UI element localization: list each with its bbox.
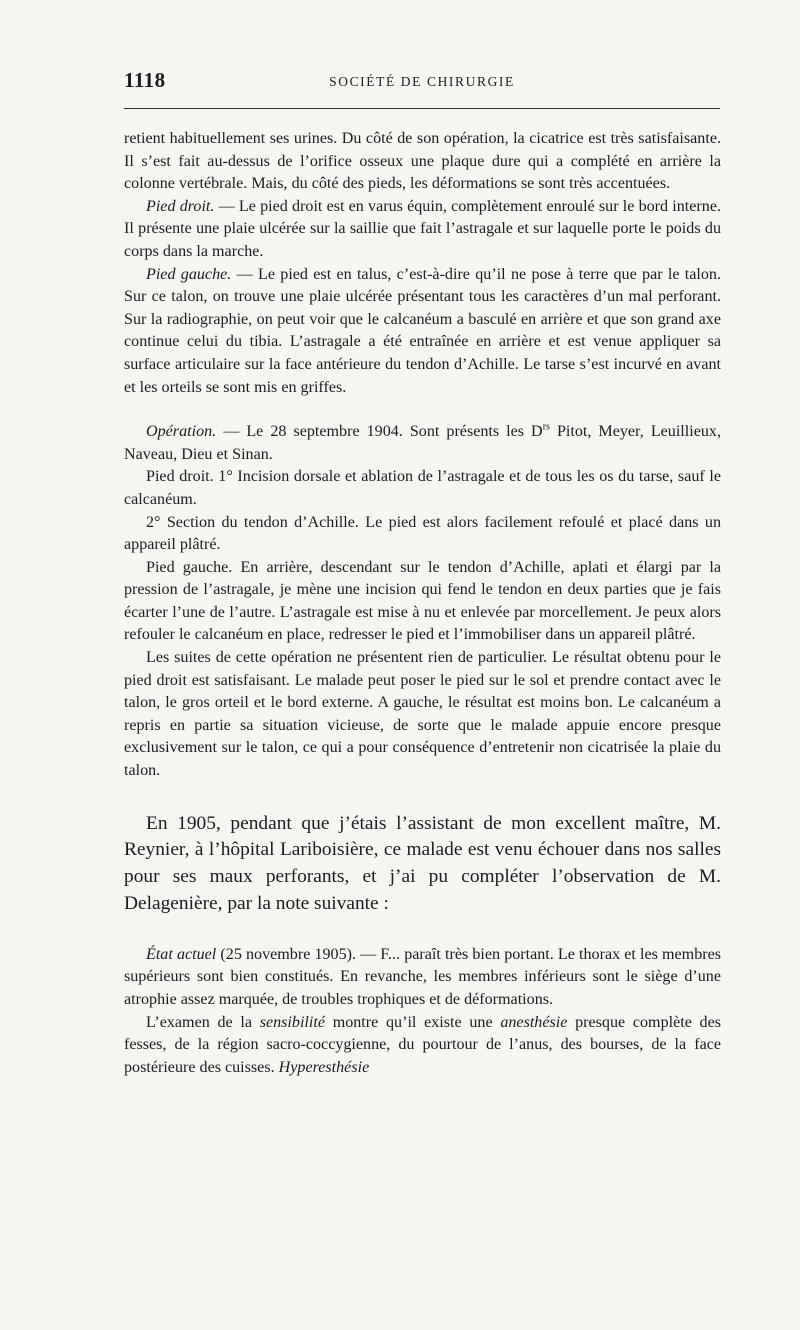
paragraph-pied-gauche-op: Pied gauche. En arrière, descendant sur le tendon d’Achille, aplati et élargi par la pression de l’astragale, je mène une incision qui fend le tendon en deux parties que je fais écarter l’une de l’autre. L’astragale est mise à nu et enlevée par morcellement. Je peux alors refouler le calcanéum en place, redresser le pied et l’immobiliser dans un appareil plâtré. [124,558,721,644]
header-rule [124,108,720,109]
paragraph-operation: Opération. — Le 28 septembre 1904. Sont présents les $D^{rs}$ Pitot, Meyer, Leuillieux, Naveau, Dieu et Sinan. [124,421,721,463]
paragraph-pied-droit: Pied droit. — Le pied droit est en varus équin, complètement enroulé sur le bord interne. Il présente une plaie ulcérée sur la saillie que fait l’astragale et sur laquelle porte le poids du corps dans la marche. [124,197,721,260]
paragraph-pied-droit-op: Pied droit. 1° Incision dorsale et ablation de l’astragale et de tous les os du tarse, sauf le calcanéum. [124,468,721,508]
page-number: 1118 [124,68,166,92]
paragraph-sensibilite: L’examen de la sensibilité montre qu’il existe une anesthésie presque complète des fesses, de la région sacro-coccygienne, du pourtour de l’anus, des bourses, de la face postérieure des cuisses. Hyperesthésie [124,1013,722,1076]
paragraph-pied-gauche: Pied gauche. — Le pied est en talus, c’est-à-dire qu’il ne pose à terre que par le talon. Sur ce talon, on trouve une plaie ulcérée présentant tous les caractères d’un mal perforant. Sur la radiographie, on peut voir que le calcanéum a basculé en arrière et que son grand axe continue celui du tibia. L’astragale a été entraînée en arrière et est venue appliquer sa surface articulaire sur la face antérieure du tendon d’Achille. Le tarse s’est incurvé en avant et les orteils se sont mis en griffes. [124,265,721,396]
paragraph-suites: Les suites de cette opération ne présentent rien de particulier. Le résultat obtenu pour le pied droit est satisfaisant. Le malade peut poser le pied sur le sol et prendre contact avec le talon, le gros orteil et le bord externe. A gauche, le résultat est moins bon. Le calcanéum a repris en partie sa situation vicieuse, de sorte que le malade appuie encore presque exclusivement sur le talon, ce qui a pour conséquence d’entretenir non cicatrisée la plaie du talon. [124,649,721,780]
running-title: SOCIÉTÉ DE CHIRURGIE [329,74,515,89]
heading-pied-gauche: Pied gauche. [146,265,232,283]
page-body [124,128,721,1079]
paragraph-1: retient habituellement ses urines. Du côté de son opération, la cicatrice est très satisfaisante. Il s’est fait au-dessus de l’orifice osseux une plaque dure qui a complété en arrière la colonne vertébrale. Mais, du côté des pieds, les déformations se sont très accentuées. [124,130,721,193]
paragraph-section-tendon: 2° Section du tendon d’Achille. Le pied est alors facilement refoulé et placé dans un appareil plâtré. [124,513,721,554]
page-header [124,68,720,98]
heading-operation: Opération. [146,423,217,441]
paragraph-etat-actuel: État actuel (25 novembre 1905). — F... paraît très bien portant. Le thorax et les membres supérieurs sont bien constitués. En revanche, les membres inférieurs sont le siège d’une atrophie assez marquée, de troubles trophiques et de déformations. [124,945,722,1008]
paragraph-1905: En 1905, pendant que j’étais l’assistant de mon excellent maître, M. Reynier, à l’hôpital Lariboisière, ce malade est venu échouer dans nos salles pour ses maux perforants, et j’ai pu compléter l’observation de M. Delagenière, par la note suivante : [124,812,721,915]
heading-pied-droit: Pied droit. [146,197,215,215]
heading-etat-actuel: État actuel [146,945,217,963]
